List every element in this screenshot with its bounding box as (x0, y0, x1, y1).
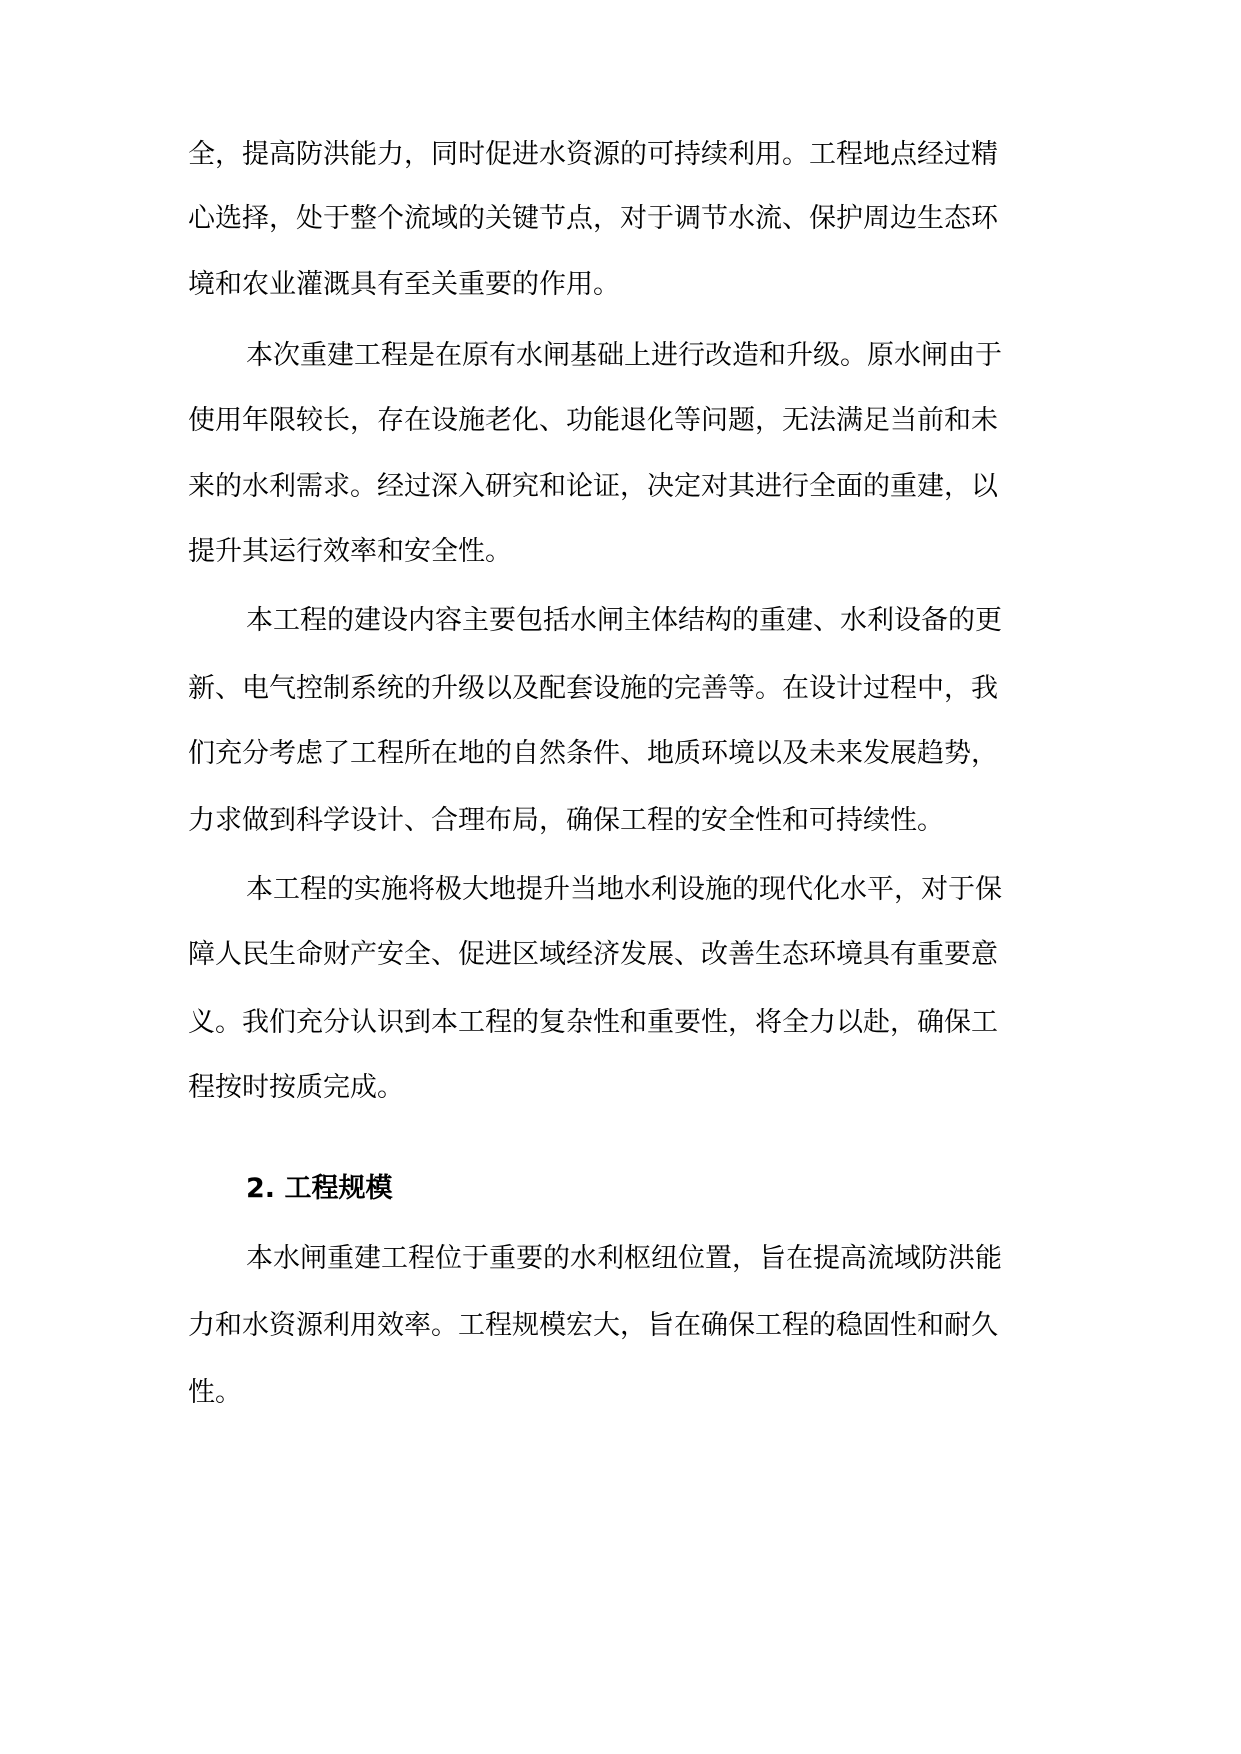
paragraph-4-line-2: 障人民生命财产安全、促进区域经济发展、改善生态环境具有重要意 (188, 939, 998, 970)
paragraph-2-line-1: 本次重建工程是在原有水闸基础上进行改造和升级。原水闸由于 (246, 340, 1002, 371)
paragraph-2-line-3: 来的水利需求。经过深入研究和论证，决定对其进行全面的重建，以 (188, 471, 998, 502)
paragraph-1-line-1: 全，提高防洪能力，同时促进水资源的可持续利用。工程地点经过精 (188, 139, 998, 170)
section-2-line-1: 本水闸重建工程位于重要的水利枢纽位置，旨在提高流域防洪能 (246, 1243, 1002, 1274)
paragraph-3-line-1: 本工程的建设内容主要包括水闸主体结构的重建、水利设备的更 (246, 605, 1002, 636)
section-2-heading: 2. 工程规模 (246, 1173, 393, 1204)
paragraph-3-line-4: 力求做到科学设计、合理布局，确保工程的安全性和可持续性。 (188, 805, 944, 836)
paragraph-3-line-3: 们充分考虑了工程所在地的自然条件、地质环境以及未来发展趋势， (188, 738, 998, 769)
paragraph-4-line-4: 程按时按质完成。 (188, 1072, 404, 1103)
section-2-line-3: 性。 (188, 1377, 242, 1408)
paragraph-3-line-2: 新、电气控制系统的升级以及配套设施的完善等。在设计过程中，我 (188, 673, 998, 704)
paragraph-2-line-2: 使用年限较长，存在设施老化、功能退化等问题，无法满足当前和未 (188, 405, 998, 436)
section-2-line-2: 力和水资源利用效率。工程规模宏大，旨在确保工程的稳固性和耐久 (188, 1310, 998, 1341)
paragraph-1-line-3: 境和农业灌溉具有至关重要的作用。 (188, 269, 620, 300)
paragraph-4-line-3: 义。我们充分认识到本工程的复杂性和重要性，将全力以赴，确保工 (188, 1007, 998, 1038)
paragraph-2-line-4: 提升其运行效率和安全性。 (188, 536, 512, 567)
paragraph-1-line-2: 心选择，处于整个流域的关键节点，对于调节水流、保护周边生态环 (188, 203, 998, 234)
paragraph-4-line-1: 本工程的实施将极大地提升当地水利设施的现代化水平，对于保 (246, 874, 1002, 905)
